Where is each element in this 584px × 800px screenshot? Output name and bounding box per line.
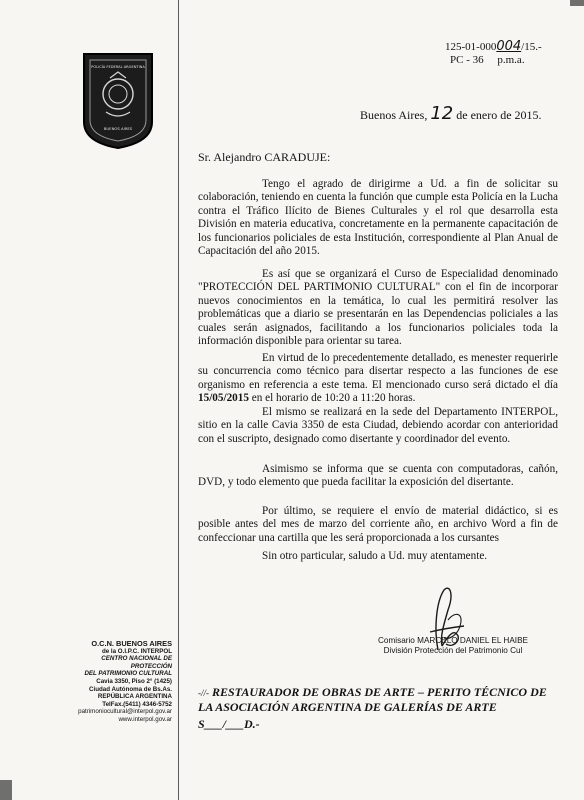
signatory-division: División Protección del Patrimonio Cul	[383, 646, 523, 655]
address-line-3: CENTRO NACIONAL DE PROTECCIÓN	[101, 655, 172, 670]
margin-rule	[178, 0, 179, 800]
addressee-title	[198, 685, 558, 714]
scan-mark	[570, 0, 584, 6]
address-website: www.interpol.gov.ar	[118, 715, 172, 723]
paragraph-2-text: Es así que se organizará el Curso de Especialidad denominado "PROTECCIÓN DEL PARTIMONIO CULTURAL" con el fin de incorporar nuevos conocimientos en la temática, lo cual les permitirá resolver las problemáticas que a diario se presentarán en las Dependencias policiales a las cuales serán asignados, facilitando a los funcionarios policiales toda la información disponible para orientar su tarea.	[198, 268, 558, 348]
s-d-line: S___/___D.-	[198, 717, 260, 731]
address-line-2: de la O.I.P.C. INTERPOL	[101, 647, 172, 655]
ref-handwritten: 004	[496, 39, 522, 54]
letter-date	[360, 103, 542, 124]
paragraph-3-text-b: en el horario de 10:20 a 11:20 horas.	[248, 392, 416, 405]
paragraph-2	[198, 268, 558, 348]
address-line-6: Ciudad Autónoma de Bs.As.	[89, 685, 172, 693]
address-line-5: Cavia 3350, Piso 2° (1425)	[96, 677, 172, 685]
ref-pc: PC - 36	[450, 54, 484, 66]
date-day: 12	[430, 103, 454, 124]
addressee-title-text: RESTAURADOR DE OBRAS DE ARTE – PERITO TÉCNICO DE LA ASOCIACIÓN ARGENTINA DE GALERÍAS DE ARTE	[198, 685, 547, 714]
paragraph-5-text: Asimismo se informa que se cuenta con computadoras, cañón, DVD, y todo elemento que pueda facilitar la exposición del disertante.	[198, 463, 558, 489]
recipient-line: Sr. Alejandro CARADUJE:	[198, 150, 331, 164]
address-line-1: O.C.N. BUENOS AIRES	[91, 639, 172, 648]
address-email: patrimoniocultural@interpol.gov.ar	[78, 708, 172, 716]
addressee-prefix: -//-	[198, 688, 209, 698]
paragraph-3-text-a: En virtud de lo precedentemente detallado, es menester requerirle su concurrencia como técnico para disertar respecto a las funciones de ese organismo en referencia a este tema. El mencionado curso será dictado el día	[198, 352, 558, 391]
paragraph-6-text: Por último, se requiere el envío de material didáctico, si es posible antes del mes de marzo del corriente año, en archivo Word a fin de confeccionar una cartilla que les será proporcionada a los cursantes	[198, 505, 558, 544]
ref-suffix: /15.-	[521, 41, 542, 53]
ref-prefix: 125-01-000	[445, 41, 497, 53]
sender-address-block	[60, 640, 172, 724]
crest-bottom-text: BUENOS AIRES	[103, 126, 133, 131]
address-line-4: DEL PATRIMONIO CULTURAL	[84, 670, 172, 678]
address-line-8: TelFax.(5411) 4346-5752	[102, 700, 172, 708]
address-line-7: REPÚBLICA ARGENTINA	[97, 693, 172, 701]
ref-pma: p.m.a.	[497, 54, 525, 66]
signatory-block	[368, 636, 538, 656]
paragraph-4	[198, 406, 558, 446]
paragraph-1	[198, 178, 558, 258]
scan-mark	[0, 780, 12, 800]
paragraph-3-date: 15/05/2015	[198, 392, 249, 405]
paragraph-5	[198, 463, 558, 490]
reference-number	[445, 40, 542, 54]
paragraph-3	[198, 352, 558, 406]
date-city: Buenos Aires,	[360, 108, 428, 122]
police-crest-icon	[80, 50, 156, 150]
signatory-name: Comisario MARCELO DANIEL EL HAIBE	[378, 636, 528, 645]
crest-top-text: POLICÍA FEDERAL ARGENTINA	[91, 65, 145, 69]
paragraph-1-text: Tengo el agrado de dirigirme a Ud. a fin de solicitar su colaboración, teniendo en cuenta la función que cumple esta Policía en la Lucha contra el Tráfico Ilícito de Bienes Culturales y el rol que desarrolla esta División en materia educativa, concretamente en la permanente capacitación de los funcionarios policiales de esta Institución, correspondiente al Plan Anual de Capacitación del año 2015.	[198, 178, 558, 258]
paragraph-4-text: El mismo se realizará en la sede del Departamento INTERPOL, sitio en la calle Cavia 3350 de esta Ciudad, debiendo acordar con anterioridad con el suscripto, designado como disertante y coordinador del evento.	[198, 406, 558, 445]
paragraph-6	[198, 505, 558, 545]
closing-line: Sin otro particular, saludo a Ud. muy atentamente.	[262, 550, 488, 562]
date-rest: de enero de 2015.	[456, 108, 542, 122]
reference-pc-line	[450, 54, 525, 66]
